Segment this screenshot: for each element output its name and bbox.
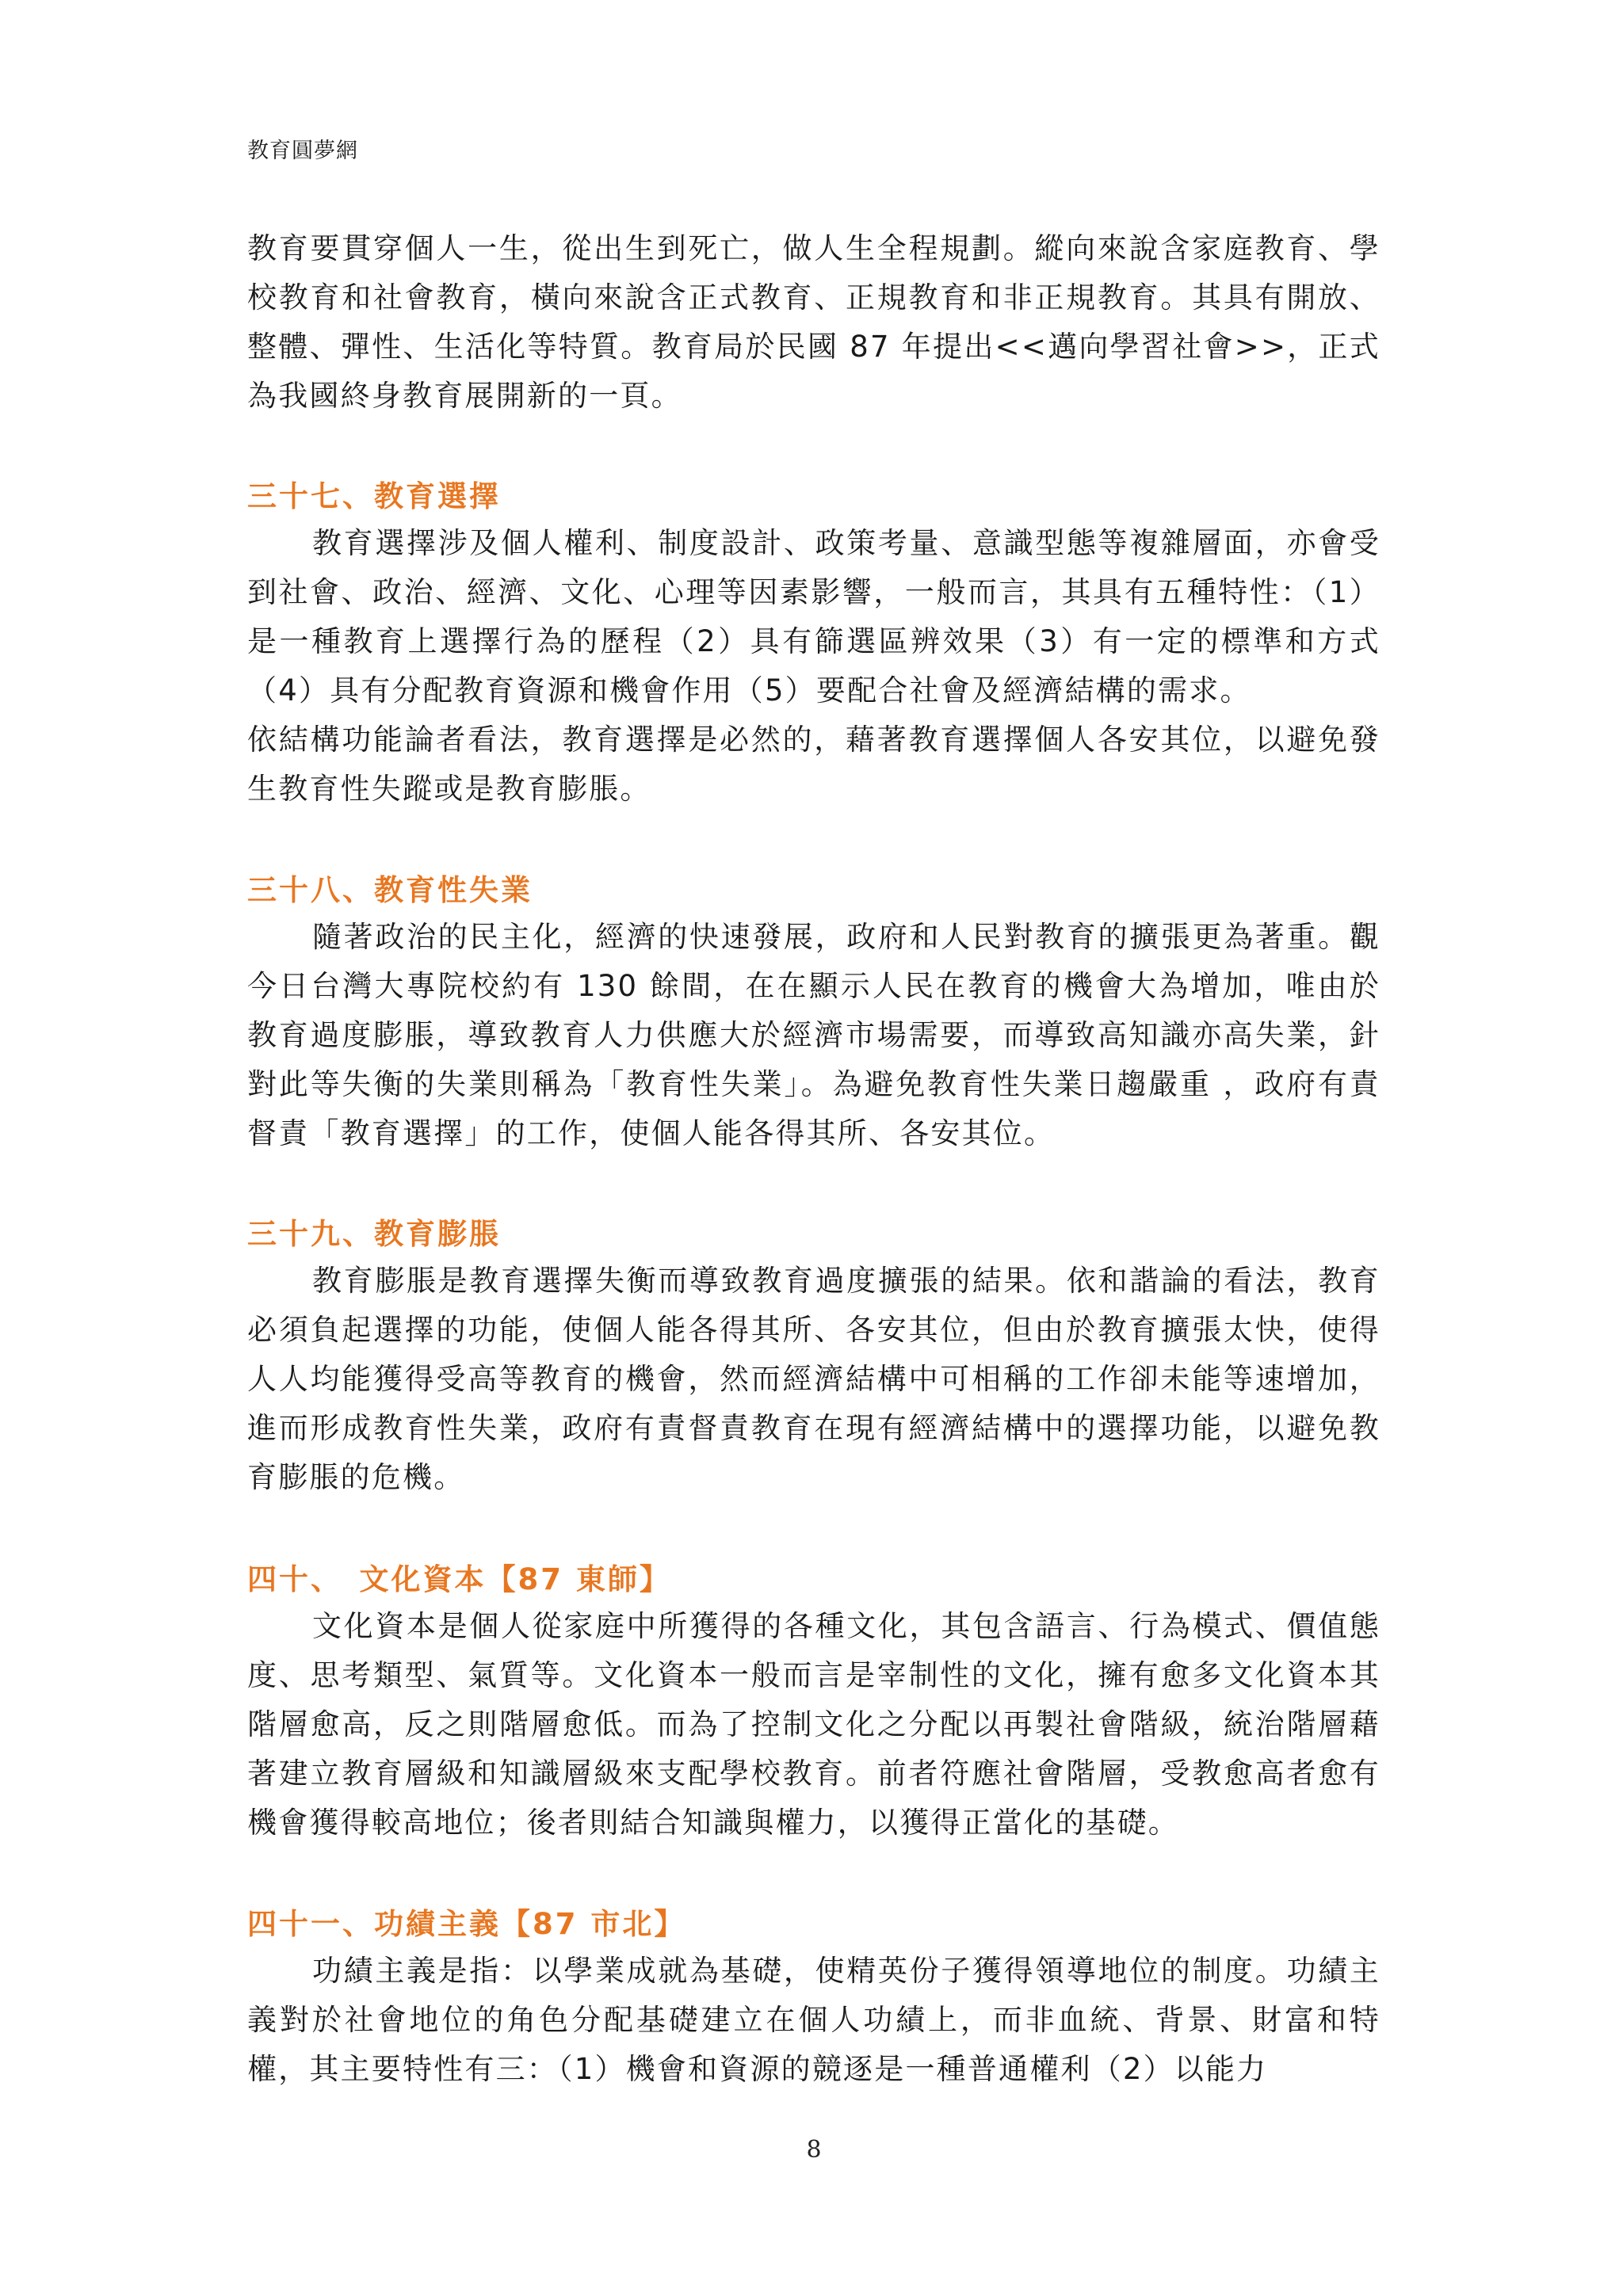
page-header: 教育圓夢網 bbox=[247, 139, 358, 163]
section-38-paragraph-1: 隨著政治的民主化，經濟的快速發展，政府和人民對教育的擴張更為著重。觀今日台灣大專院校約有 130 餘間，在在顯示人民在教育的機會大為增加，唯由於教育過度膨脹，導致教育人力供應大於經濟市場需要，而導致高知識亦高失業，針對此等失衡的失業則稱為「教育性失業」。為避免教育性失業日趨嚴重 ，政府有責督責「教育選擇」的工作，使個人能各得其所、各安其位。 bbox=[247, 920, 1381, 1150]
section-37-paragraph-1: 教育選擇涉及個人權利、制度設計、政策考量、意識型態等複雜層面，亦會受到社會、政治、經濟、文化、心理等因素影響，一般而言，其具有五種特性：（1）是一種教育上選擇行為的歷程（2）具有篩選區辨效果（3）有一定的標準和方式（4）具有分配教育資源和機會作用（5）要配合社會及經濟結構的需求。 bbox=[247, 526, 1381, 707]
section-40-paragraph-1: 文化資本是個人從家庭中所獲得的各種文化，其包含語言、行為模式、價值態度、思考類型、氣質等。文化資本一般而言是宰制性的文化，擁有愈多文化資本其階層愈高，反之則階層愈低。而為了控制文化之分配以再製社會階級，統治階層藉著建立教育層級和知識層級來支配學校教育。前者符應社會階層，受教愈高者愈有機會獲得較高地位；後者則結合知識與權力，以獲得正當化的基礎。 bbox=[247, 1609, 1381, 1840]
section-heading-39: 三十九、教育膨脹 bbox=[247, 1217, 501, 1251]
section-heading-41: 四十一、功績主義【87 市北】 bbox=[247, 1907, 686, 1941]
section-39-paragraph-1: 教育膨脹是教育選擇失衡而導致教育過度擴張的結果。依和諧論的看法，教育必須負起選擇的功能，使個人能各得其所、各安其位，但由於教育擴張太快，使得人人均能獲得受高等教育的機會，然而經濟結構中可相稱的工作卻未能等速增加，進而形成教育性失業，政府有責督責教育在現有經濟結構中的選擇功能，以避免教育膨脹的危機。 bbox=[247, 1264, 1381, 1494]
intro-paragraph: 教育要貫穿個人一生，從出生到死亡，做人生全程規劃。縱向來說含家庭教育、學校教育和社會教育，橫向來說含正式教育、正規教育和非正規教育。其具有開放、整體、彈性、生活化等特質。教育局於民國 87 年提出<<邁向學習社會>>，正式為我國終身教育展開新的一頁。 bbox=[247, 231, 1381, 413]
section-heading-37: 三十七、教育選擇 bbox=[247, 479, 501, 513]
section-41-paragraph-1: 功績主義是指：以學業成就為基礎，使精英份子獲得領導地位的制度。功績主義對於社會地位的角色分配基礎建立在個人功績上，而非血統、背景、財富和特權，其主要特性有三：（1）機會和資源的競逐是一種普通權利（2）以能力 bbox=[247, 1954, 1381, 2086]
section-heading-38: 三十八、教育性失業 bbox=[247, 873, 533, 907]
section-heading-40: 四十、 文化資本【87 東師】 bbox=[247, 1562, 671, 1596]
section-37-paragraph-2: 依結構功能論者看法，教育選擇是必然的，藉著教育選擇個人各安其位，以避免發生教育性失蹤或是教育膨脹。 bbox=[247, 723, 1381, 806]
page-number: 8 bbox=[806, 2136, 822, 2164]
